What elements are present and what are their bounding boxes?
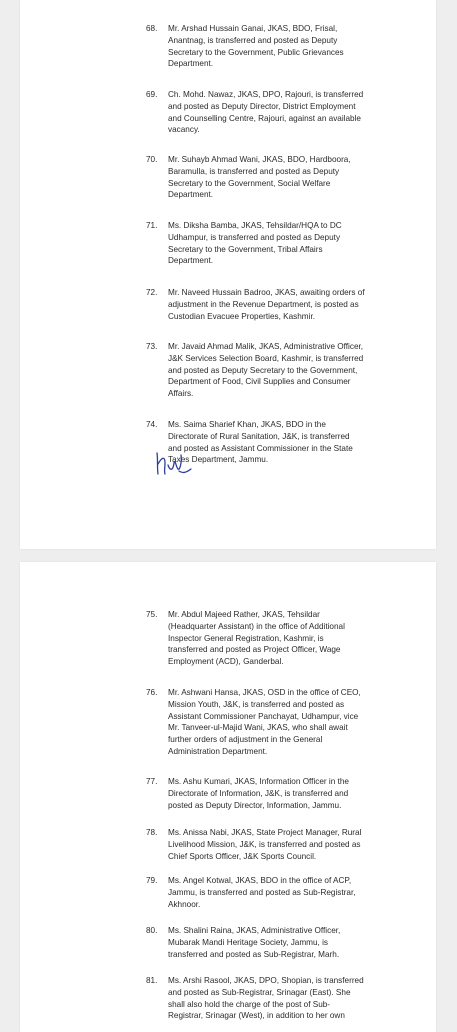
item-text [168,154,403,201]
item-number: 79. [146,876,158,885]
text-line: Akhnoor. [168,899,201,909]
text-line: (Headquarter Assistant) in the office of Additional [168,621,345,631]
text-line: Mr. Suhayb Ahmad Wani, JKAS, BDO, Hardboora, [168,155,351,164]
text-line: further orders of adjustment in the General [168,735,323,745]
text-line: Taxes Department, Jammu. [168,455,269,465]
text-line: Udhampur, is transferred and posted as Deputy [168,232,341,242]
text-line: Mr. Naveed Hussain Badroo, JKAS, awaiting orders of [168,288,365,297]
handwritten-initials-signature [154,447,194,479]
document-page-2 [20,562,436,1032]
item-number: 72. [146,288,158,297]
text-line: Mr. Javaid Ahmad Malik, JKAS, Administrative Officer, [168,342,364,351]
item-text [168,23,403,70]
item-number: 78. [146,828,158,837]
text-line: and Counselling Centre, Rajouri, against an available [168,113,361,123]
item-number: 70. [146,155,158,164]
item-text [168,827,403,862]
text-line: Mubarak Mandi Heritage Society, Jammu, is [168,937,329,947]
text-line: Assistant Commissioner Panchayat, Udhampur, vice [168,711,359,721]
item-text [168,341,403,400]
text-line: Inspector General Registration, Kashmir, is [168,633,324,643]
document-page-1 [20,0,436,549]
text-line: Affairs. [168,389,194,399]
text-line: Ms. Shalini Raina, JKAS, Administrative Officer, [168,926,341,935]
text-line: posted as Deputy Director, Information, Jammu. [168,800,342,810]
item-number: 71. [146,221,158,230]
text-line: transferred and posted as Sub-Registrar, Marh. [168,949,340,959]
text-line: Mr. Arshad Hussain Ganai, JKAS, BDO, Frisal, [168,24,338,33]
item-text [168,89,403,136]
item-number: 75. [146,610,158,619]
text-line: Employment (ACD), Ganderbal. [168,657,284,667]
text-line: Jammu, is transferred and posted as Sub-Registrar, [168,887,356,897]
text-line: Administration Department. [168,746,268,756]
item-number: 81. [146,976,158,985]
text-line: Ms. Ashu Kumari, JKAS, Information Officer in the [168,777,349,786]
text-line: Secretary to the Government, Public Grievances [168,47,344,57]
text-line: Mr. Abdul Majeed Rather, JKAS, Tehsildar [168,610,320,619]
text-line: and posted as Sub-Registrar, Srinagar (East). She [168,987,351,997]
text-line: Chief Sports Officer, J&K Sports Council. [168,851,317,861]
text-line: vacancy. [168,125,200,135]
text-line: Department. [168,256,214,266]
text-line: Livelihood Mission, J&K, is transferred and posted as [168,839,361,849]
text-line: Secretary to the Government, Social Welfare [168,178,331,188]
text-line: transferred and posted as Project Officer, Wage [168,645,341,655]
text-line: adjustment in the Revenue Department, is posted as [168,299,359,309]
text-line: Ms. Saima Sharief Khan, JKAS, BDO in the [168,420,326,429]
text-line: Ms. Arshi Rasool, JKAS, DPO, Shopian, is transferred [168,976,364,985]
text-line: Ms. Anissa Nabi, JKAS, State Project Manager, Rural [168,828,362,837]
text-line: Baramulla, is transferred and posted as Deputy [168,166,340,176]
item-number: 76. [146,688,158,697]
text-line: Registrar, Srinagar (West), in addition to her own [168,1011,345,1021]
item-text [168,419,403,466]
item-text [168,220,403,267]
item-text [168,287,403,322]
item-text [168,687,403,758]
text-line: J&K Services Selection Board, Kashmir, is transferred [168,353,364,363]
text-line: Directorate of Rural Sanitation, J&K, is transferred [168,431,350,441]
text-line: Mr. Ashwani Hansa, JKAS, OSD in the office of CEO, [168,688,361,697]
text-line: Secretary to the Government, Tribal Affairs [168,244,323,254]
item-number: 68. [146,24,158,33]
text-line: Ch. Mohd. Nawaz, JKAS, DPO, Rajouri, is transferred [168,90,364,99]
text-line: Ms. Diksha Bamba, JKAS, Tehsildar/HQA to DC [168,221,342,230]
item-number: 74. [146,420,158,429]
text-line: Department of Food, Civil Supplies and Consumer [168,377,351,387]
text-line: Department. [168,190,214,200]
item-text [168,776,403,811]
text-line: shall also hold the charge of the post of Sub- [168,999,331,1009]
item-number: 77. [146,777,158,786]
text-line: and posted as Assistant Commissioner in the State [168,443,353,453]
item-text [168,925,403,960]
item-text [168,875,403,910]
text-line: Directorate of Information, J&K, is transferred and [168,788,349,798]
item-text [168,975,403,1022]
text-line: Mission Youth, J&K, is transferred and posted as [168,699,345,709]
item-text [168,609,403,668]
text-line: Anantnag, is transferred and posted as Deputy [168,35,338,45]
item-number: 73. [146,342,158,351]
text-line: Custodian Evacuee Properties, Kashmir. [168,311,315,321]
item-number: 69. [146,90,158,99]
text-line: and posted as Deputy Secretary to the Government, [168,365,358,375]
text-line: Ms. Angel Kotwal, JKAS, BDO in the office of ACP, [168,876,352,885]
text-line: and posted as Deputy Director, District Employment [168,101,356,111]
item-number: 80. [146,926,158,935]
text-line: Mr. Tanveer-ul-Majid Wani, JKAS, who shall await [168,723,348,733]
text-line: Department. [168,59,214,69]
